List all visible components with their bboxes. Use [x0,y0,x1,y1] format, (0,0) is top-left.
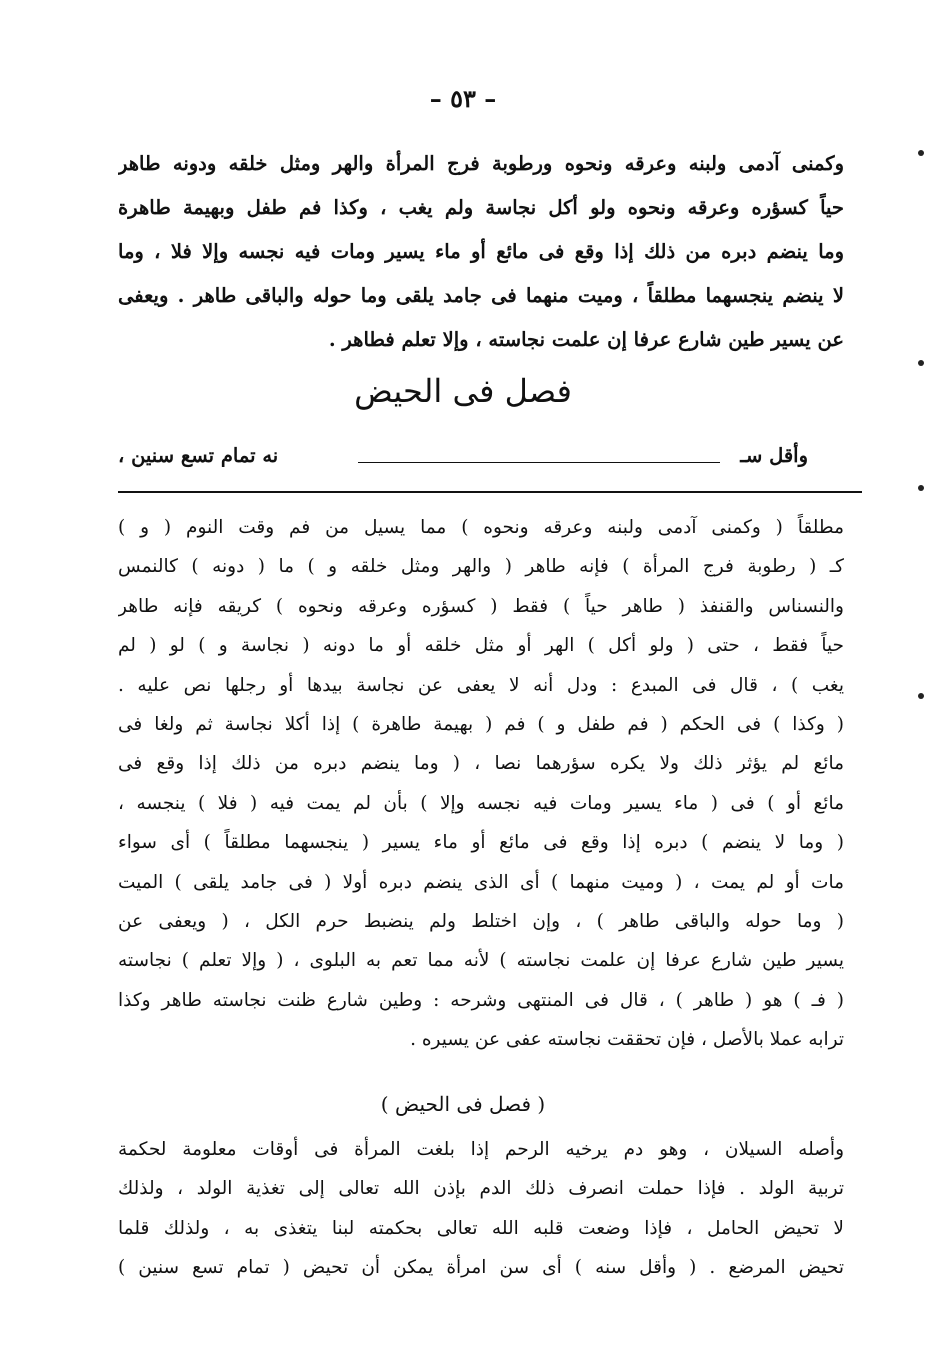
margin-mark [918,360,924,366]
sharh-line: وأصله السيلان ، وهو دم يرخيه الرحم إذا بلغت المرأة فى أوقات معلومة لحكمة [118,1139,844,1160]
sharh-paragraph-hayd [118,1130,844,1288]
sharh-line: ( وما حوله والباقى طاهر ) ، وإن اختلط ولم ينضبط حرم الكل ، ( ويعفى عن [118,911,844,933]
matn-paragraph [118,142,844,362]
matn-line: وما ينضم دبره من ذلك إذا وقع فى مائع أو ماء يسير ومات فيه نجسه وإلا فلا ، وما [118,240,844,263]
matn-continuation-end: نه تمام تسع سنين ، [118,444,279,467]
margin-mark [918,693,924,699]
sharh-line: يسير طين شارع عرفا إن علمت نجاسته ) لأنه مما تعم به البلوى ، ( وإلا تعلم ) نجاسته [118,950,844,972]
page-number: – ٥٣ – [429,84,497,113]
sharh-line: حياً فقط ، حتى ( ولو أكل ) الهر أو مثل خلقه أو ما دونه ( نجاسة و ) لو ( لم [118,635,844,657]
section-heading-main: فصل فى الحيض [354,372,572,410]
sharh-line: ( وما لا ينضم ) دبره إذا وقع فى مائع أو ماء يسير ( ينجسهما مطلقاً ) أى سواء [118,832,844,854]
section-heading-sub: ( فصل فى الحيض ) [380,1092,546,1116]
matn-continuation [118,444,808,480]
sharh-line: والنسناس والقنفذ ( طاهر حياً ) فقط ( كسؤره وعرقه ونحوه ) كريقه فإنه طاهر [118,595,844,617]
matn-line: حياً كسؤره وعرقه ونحوه ولو أكل نجاسة ولم يغب ، وكذا فم طفل وبهيمة طاهرة [118,196,844,219]
elision-rule [358,462,720,463]
sharh-line: مات أو لم يمت ، ( وميت منهما ) أى الذى ينضم دبره أولا ( فى جامد يلقى ) الميت [118,871,844,893]
sharh-line: تربية الولد . فإذا حملت انصرف ذلك الدم بإذن الله تعالى إلى تغذية الولد ، ولذلك [118,1178,844,1200]
sharh-line: ( فـ ) هو ( طاهر ) ، قال فى المنتهى وشرحه : وطين شارع ظنت نجاسته طاهر وكذا [118,989,844,1011]
sharh-line: يغب ) ، قال فى المبدع : ودل أنه لا يعفى عن نجاسة بيدها أو رجلها نص عليه . [118,674,844,696]
matn-sharh-separator [118,491,862,493]
sharh-line: مائع لم يؤثر ذلك ولا يكره سؤرهما نصا ، ( وما ينضم دبره من ذلك إذا وقع فى [118,753,844,775]
matn-line: لا ينضم ينجسهما مطلقاً ، وميت منهما فى جامد يلقى وما حوله والباقى طاهر . ويعفى [118,284,844,307]
sharh-line: مطلقاً ( وكمنى آدمى ولبنه وعرقه ونحوه ) مما يسيل من فم وقت النوم ( و ) [118,517,844,538]
margin-mark [918,485,924,491]
sharh-line: كـ ( رطوبة فرج المرأة ) فإنه طاهر ( والهر ومثل خلقه و ) ما ( دونه ) كالنمس [118,556,844,578]
margin-mark [918,150,924,156]
sharh-line: ( وكذا ) فى الحكم ( فم طفل و ) فم ( بهيمة طاهرة ) إذا أكلا نجاسة ثم ولغا فى [118,714,844,736]
sharh-line: تحيض المرضع . ( وأقل سنه ) أى سن امرأة يمكن أن تحيض ( تمام تسع سنين ) [118,1257,844,1279]
sharh-line: مائع أو ) فى ( ماء يسير ومات فيه نجسه وإلا ) بأن لم يمت فيه ( فلا ) ينجسه ، [118,792,844,814]
sharh-line: لا تحيض الحامل ، فإذا وضعت قلبه الله تعالى بحكمته لبنا يتغذى به ، ولذلك قلما [118,1217,844,1239]
matn-line: عن يسير طين شارع عرفا إن علمت نجاسته ، وإلا تعلم فطاهر . [328,328,844,351]
sharh-paragraph [118,508,844,1060]
matn-continuation-start: وأقل سـ [740,444,808,467]
sharh-line: ترابه عملا بالأصل ، فإن تحققت نجاسته عفى عن يسيره . [410,1029,844,1051]
matn-line: وكمنى آدمى ولبنه وعرقه ونحوه ورطوبة فرج المرأة والهر ومثل خلقه ودونه طاهر [118,152,844,175]
